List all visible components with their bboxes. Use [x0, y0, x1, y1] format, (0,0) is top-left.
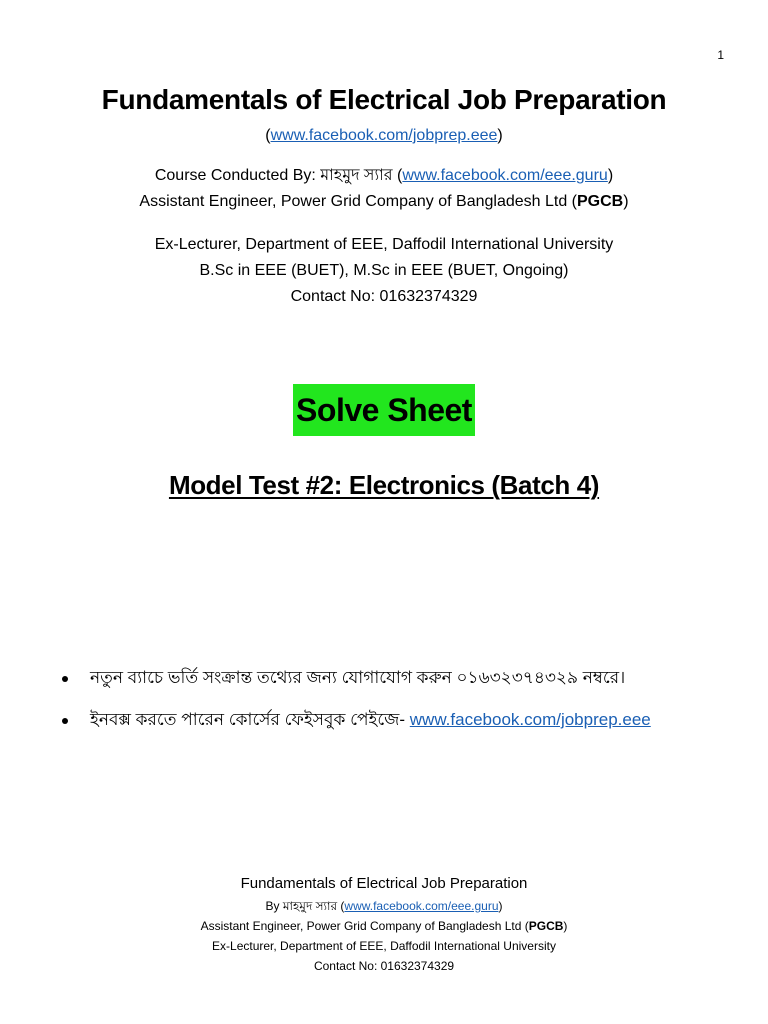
bullet-icon	[62, 676, 68, 682]
footer	[0, 872, 768, 976]
position-line	[0, 192, 768, 212]
footer-position-abbr: PGCB	[528, 919, 564, 933]
footer-title: Fundamentals of Electrical Job Preparation	[240, 875, 528, 892]
contact-line: Contact No: 01632374329	[290, 288, 478, 305]
list-item	[62, 708, 742, 732]
footer-by-prefix: By মাহমুদ স্যার (	[265, 899, 345, 913]
bullet-text-inbox: ইনবক্স করতে পারেন কোর্সের ফেইসবুক পেইজে-	[90, 710, 410, 729]
footer-by-suffix: )	[498, 899, 503, 913]
course-conducted-line	[0, 166, 768, 186]
bullet-text-admission: নতুন ব্যাচে ভর্তি সংক্রান্ত তথ্যের জন্য যোগাযোগ করুন ০১৬৩২৩৭৪৩২৯ নম্বরে।	[90, 668, 626, 687]
page-number: 1	[717, 48, 724, 62]
footer-contact: Contact No: 01632374329	[313, 959, 455, 973]
footer-position-suffix: )	[563, 919, 568, 933]
facebook-page-link[interactable]: www.facebook.com/jobprep.eee	[270, 127, 498, 144]
solve-sheet-heading: Solve Sheet	[293, 384, 475, 436]
model-test-title: Model Test #2: Electronics (Batch 4)	[168, 470, 600, 500]
instructor-facebook-link[interactable]: www.facebook.com/eee.guru	[402, 167, 608, 184]
position-abbr: PGCB	[577, 193, 624, 210]
open-paren: (	[265, 127, 271, 144]
facebook-page-link-bullet[interactable]: www.facebook.com/jobprep.eee	[409, 710, 651, 729]
footer-position-line	[0, 916, 768, 936]
bullet-icon	[62, 718, 68, 724]
education-line: B.Sc in EEE (BUET), M.Sc in EEE (BUET, Ongoing)	[199, 262, 569, 279]
position-prefix: Assistant Engineer, Power Grid Company of Bangladesh Ltd (	[139, 193, 577, 210]
conducted-suffix: )	[607, 167, 614, 184]
solve-sheet-wrapper	[0, 384, 768, 436]
conducted-prefix: Course Conducted By: মাহমুদ স্যার (	[154, 167, 403, 184]
footer-by-line	[0, 896, 768, 916]
header-facebook-line	[0, 126, 768, 146]
close-paren: )	[497, 127, 503, 144]
position-suffix: )	[623, 193, 629, 210]
footer-ex-lecturer: Ex-Lecturer, Department of EEE, Daffodil International University	[212, 939, 556, 953]
document-title: Fundamentals of Electrical Job Preparation	[101, 84, 667, 115]
footer-instructor-link[interactable]: www.facebook.com/eee.guru	[344, 899, 499, 913]
footer-position-prefix: Assistant Engineer, Power Grid Company of Bangladesh Ltd (	[200, 919, 529, 933]
list-item	[62, 666, 742, 690]
info-bullet-list	[62, 666, 742, 750]
model-test-heading	[0, 470, 768, 501]
ex-lecturer-line: Ex-Lecturer, Department of EEE, Daffodil International University	[154, 236, 614, 253]
